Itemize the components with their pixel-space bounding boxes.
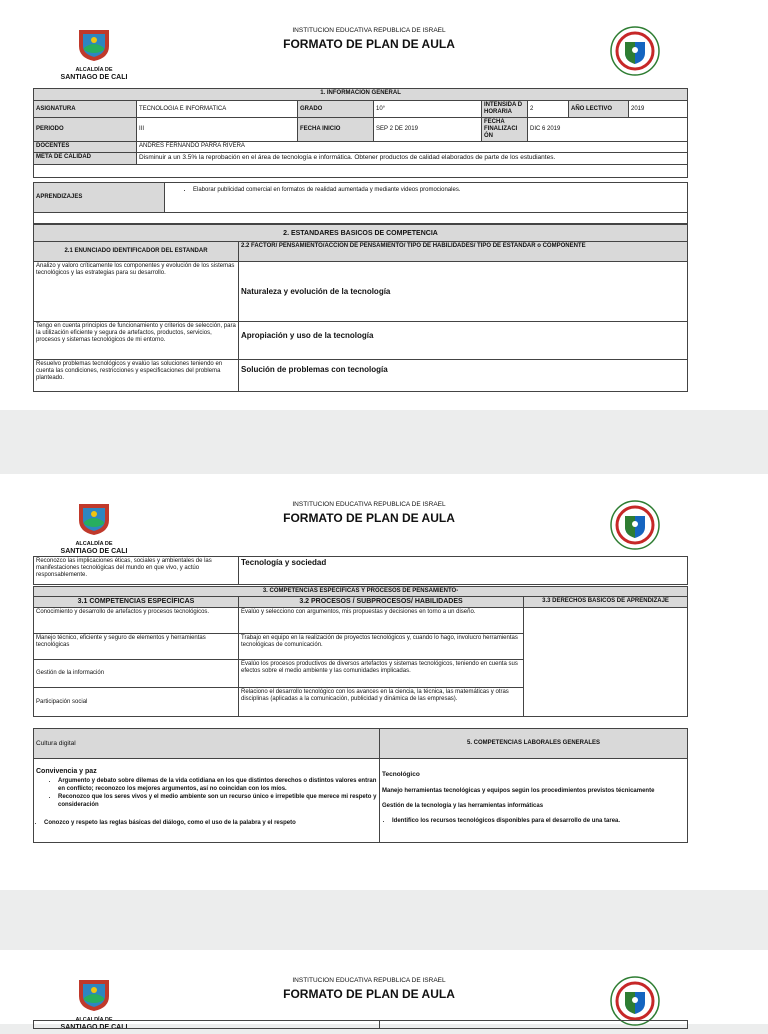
fecha-inicio-value: SEP 2 DE 2019 (374, 118, 482, 142)
intensidad-value: 2 (528, 101, 569, 118)
asignatura-label: ASIGNATURA (34, 101, 137, 118)
col1-header: 2.1 ENUNCIADO IDENTIFICADOR DEL ESTANDAR (34, 242, 239, 262)
intensidad-label: INTENSIDA D HORARIA (482, 101, 528, 118)
estandares-cont-table (33, 556, 688, 585)
logo-line1: ALCALDÍA DE (75, 541, 113, 547)
anio-label: AÑO LECTIVO (569, 101, 629, 118)
convivencia-item: • Conozco y respeto las reglas básicas del diálogo, como el uso de la palabra y el respeto (44, 820, 377, 827)
standard-factor: Naturaleza y evolución de la tecnología (239, 262, 688, 322)
h33-header: 3.3 DERECHOS BASICOS DE APRENDIZAJE (524, 597, 688, 608)
aprendizajes-value (165, 183, 688, 213)
cali-shield-icon (75, 28, 113, 62)
competencias-table (33, 586, 688, 717)
standard-enunciado: Tengo en cuenta principios de funcionamiento y criterios de selección, para la utilización eficiente y segura de artefactos, productos, servicios, procesos y sistemas tecnológicos de mi entorno. (34, 322, 239, 360)
logo-line1: ALCALDÍA DE (75, 1017, 113, 1023)
grado-label: GRADO (298, 101, 374, 118)
proceso-cell: Trabajo en equipo en la realización de proyectos tecnológicos y, cuando lo hago, involucro herramientas tecnológicas de comunicación. (239, 634, 524, 660)
fecha-inicio-label: FECHA INICIO (298, 118, 374, 142)
proceso-cell: Evalúo y selecciono con argumentos, mis propuestas y decisiones en torno a un diseño. (239, 608, 524, 634)
standard-factor: Solución de problemas con tecnología (239, 360, 688, 392)
logo-line2: SANTIAGO DE CALI (60, 548, 128, 555)
form-title: FORMATO DE PLAN DE AULA (283, 987, 455, 1001)
form-title: FORMATO DE PLAN DE AULA (283, 511, 455, 525)
blank-row (34, 165, 688, 178)
institution-name: INSTITUCION EDUCATIVA REPUBLICA DE ISRAEL (292, 501, 446, 508)
alcaldia-logo (58, 28, 130, 80)
institution-name: INSTITUCION EDUCATIVA REPUBLICA DE ISRAEL (292, 27, 446, 34)
h32-header: 3.2 PROCESOS / SUBPROCESOS/ HABILIDADES (239, 597, 524, 608)
gestion-title: Gestión de la tecnología y las herramientas informáticas (382, 803, 544, 809)
competencia-cell: Conocimiento y desarrollo de artefactos y procesos tecnológicos. (34, 608, 239, 634)
fecha-fin-label: FECHA FINALIZACI ÓN (482, 118, 528, 142)
fecha-fin-value: DIC 6 2019 (528, 118, 688, 142)
convivencia-title: Convivencia y paz (36, 768, 97, 775)
blank-row (34, 213, 688, 224)
estandares-table (33, 224, 688, 392)
page-2 (0, 474, 768, 890)
logo-line2: SANTIAGO DE CALI (60, 74, 128, 81)
standard-enunciado: Reconozco las implicaciones éticas, sociales y ambientales de las manifestaciones tecnológicas del mundo en que vivo, y actúo responsablemente. (34, 557, 239, 585)
laborales-cell (380, 759, 688, 843)
logo-line2: SANTIAGO DE CALI (60, 1024, 128, 1031)
convivencia-item: • Reconozco que los seres vivos y el medio ambiente son un recurso único e irrepetible que merece mi respeto y consideración (58, 793, 377, 809)
asignatura-value: TECNOLOGIA E INFORMATICA (137, 101, 298, 118)
competencia-cell: Manejo técnico, eficiente y seguro de elementos y herramientas tecnológicas (34, 634, 239, 660)
tecnologico-text: Manejo herramientas tecnológicas y equipos según los procedimientos previstos técnicamente (382, 788, 655, 794)
col2-header: 2.2 FACTOR/ PENSAMIENTO/ACCION DE PENSAMIENTO/ TIPO DE HABILIDADES/ TIPO DE ESTANDAR o COMPONENTE (239, 242, 688, 262)
page-1 (0, 0, 768, 410)
page-header (0, 474, 768, 558)
laborales-table (33, 728, 688, 843)
convivencia-item: • Argumento y debato sobre dilemas de la vida cotidiana en los que distintos derechos o distintos valores entran en conflicto; reconozco los mejores argumentos, así no coincidan con los míos. (58, 777, 377, 793)
page-header (0, 0, 768, 84)
info-general-table (33, 88, 688, 178)
periodo-value: III (137, 118, 298, 142)
periodo-label: PERIODO (34, 118, 137, 142)
meta-value: Disminuir a un 3.5% la reprobación en el área de tecnología e informática. Obtener productos de calidad elaborados de parte de los estudiantes. (137, 153, 688, 165)
form-title: FORMATO DE PLAN DE AULA (283, 37, 455, 51)
convivencia-cell (34, 759, 380, 843)
school-seal-icon (610, 26, 660, 76)
competencia-cell: Gestión de la información (34, 660, 239, 688)
page3-table-start (33, 1020, 688, 1029)
anio-value: 2019 (629, 101, 688, 118)
meta-label: META DE CALIDAD (34, 153, 137, 165)
estandares-title: 2. ESTANDARES BASICOS DE COMPETENCIA (34, 225, 688, 242)
laborales-title: 5. COMPETENCIAS LABORALES GENERALES (380, 729, 688, 759)
institution-name: INSTITUCION EDUCATIVA REPUBLICA DE ISRAEL (292, 977, 446, 984)
grado-value: 10° (374, 101, 482, 118)
blank-cell (380, 1021, 688, 1029)
aprendizajes-label: APRENDIZAJES (34, 183, 165, 213)
tecnologico-title: Tecnológico (382, 771, 420, 778)
cali-shield-icon (75, 502, 113, 536)
gestion-item: • Identifico los recursos tecnológicos disponibles para el desarrollo de una tarea. (392, 817, 685, 826)
blank-cell (34, 1021, 380, 1029)
standard-enunciado: Resuelvo problemas tecnológicos y evalúo las soluciones teniendo en cuenta las condiciones, restricciones y especificaciones del problema planteado. (34, 360, 239, 392)
page-3 (0, 950, 768, 1031)
proceso-cell: Relaciono el desarrollo tecnológico con los avances en la ciencia, la técnica, las matemáticas y otras disciplinas (aplicadas a la comunicación, publicidad y dinámica de las empresas). (239, 688, 524, 717)
docentes-label: DOCENTES (34, 142, 137, 153)
comp-title: 3. COMPETENCIAS ESPECÍFICAS Y PROCESOS DE PENSAMIENTO- (34, 587, 688, 597)
docentes-value: ANDRES FERNANDO PARRA RIVERA (137, 142, 688, 153)
aprendizajes-table (33, 182, 688, 224)
logo-line1: ALCALDÍA DE (75, 67, 113, 73)
dba-cell (524, 608, 688, 717)
school-seal-icon (610, 500, 660, 550)
alcaldia-logo (58, 502, 130, 554)
proceso-cell: Evalúo los procesos productivos de diversos artefactos y sistemas tecnológicos, teniendo en cuenta sus efectos sobre el medio ambiente y las comunidades implicadas. (239, 660, 524, 688)
standard-factor: Tecnología y sociedad (239, 557, 688, 585)
info-title: 1. INFORMACION GENERAL (34, 89, 688, 101)
cultura-digital: Cultura digital (34, 729, 380, 759)
cali-shield-icon (75, 978, 113, 1012)
standard-enunciado: Analizo y valoro críticamente los componentes y evolución de los sistemas tecnológicos y las estrategias para su desarrollo. (34, 262, 239, 322)
school-seal-icon (610, 976, 660, 1026)
h31-header: 3.1 COMPETENCIAS ESPECÍFICAS (34, 597, 239, 608)
aprendizajes-item: • Elaborar publicidad comercial en formatos de realidad aumentada y mediante videos promocionales. (193, 187, 685, 194)
standard-factor: Apropiación y uso de la tecnología (239, 322, 688, 360)
competencia-cell: Participación social (34, 688, 239, 717)
